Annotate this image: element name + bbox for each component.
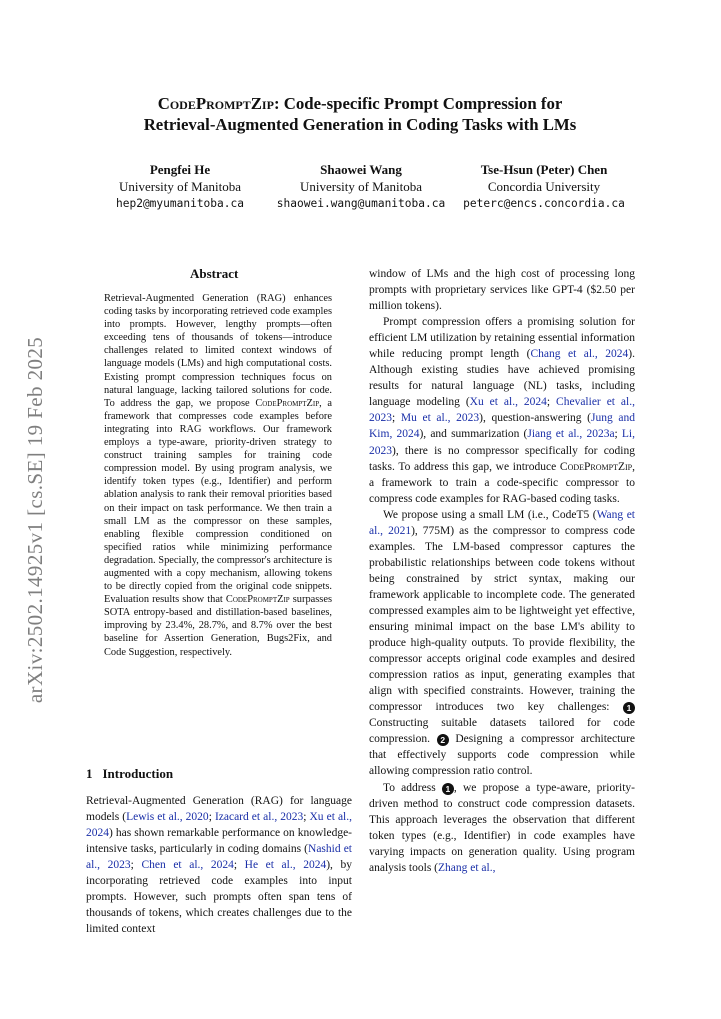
citation-link[interactable]: Jiang et al., 2023a — [527, 428, 615, 441]
author-email[interactable]: hep2@myumanitoba.ca — [116, 197, 244, 210]
text: ; — [392, 412, 401, 425]
text: Retrieval-Augmented Generation (RAG) for language models ( — [86, 795, 352, 824]
author-affiliation: University of Manitoba — [118, 179, 242, 194]
citation-link[interactable]: Wang et al., 2021 — [369, 508, 635, 537]
text: Constructing suitable datasets tailored for code compression. — [369, 717, 635, 746]
author-affiliation: University of Manitoba — [299, 179, 423, 194]
text: ; — [303, 811, 310, 824]
paragraph: window of LMs and the high cost of processing long prompts with proprietary services like GPT-4 ($2.50 per million tokens). — [369, 268, 635, 313]
text: Designing a compressor architecture that effectively supports code compression while allowing compression ratio control. — [369, 733, 636, 778]
citation-link[interactable]: Nashid et al., 2023 — [86, 843, 352, 872]
challenge-1-marker: 1 — [442, 783, 454, 795]
author-list — [100, 161, 660, 221]
abstract-text-1: Retrieval-Augmented Generation (RAG) enhances coding tasks by incorporating retrieved code examples into prompts. However, lengthy prompts—often exceeding tens of thousands of tokens—introduce challenges related to limited context windows of language models (LMs) and high computational costs. Existing prompt compression techniques focus on natural language, lacking tailored solutions for code. To address the gap, we propose — [104, 293, 332, 409]
citation-link[interactable]: Xu et al., 2024 — [469, 396, 547, 409]
framework-name: CodePromptZip — [255, 397, 320, 409]
text: ) has shown remarkable performance on knowledge-intensive tasks, particularly in coding domains ( — [86, 827, 352, 856]
author-1 — [90, 161, 270, 212]
intro-left-column — [86, 793, 352, 937]
citation-link[interactable]: Lewis et al., 2020 — [126, 811, 209, 824]
arxiv-identifier — [20, 320, 50, 720]
citation-link[interactable]: Chen et al., 2024 — [141, 859, 234, 872]
text: ; — [546, 396, 557, 409]
section-heading-introduction — [86, 766, 173, 782]
intro-right-column — [369, 266, 635, 876]
text: ), by incorporating retrieved code examples into input prompts. However, such prompts often span tens of thousands of tokens, which creates challenges due to the limited context — [86, 859, 352, 936]
text: We propose using a small LM (i.e., CodeT5 ( — [383, 508, 597, 521]
citation-link[interactable]: He et al., 2024 — [244, 859, 327, 872]
text: ). Although existing studies have achieved promising results for natural language (NL) tasks, including language modeling ( — [369, 348, 636, 409]
text: To address — [383, 781, 436, 794]
title-line1-rest: : Code-specific Prompt Compression for — [273, 94, 563, 113]
author-email[interactable]: shaowei.wang@umanitoba.ca — [276, 197, 446, 210]
text: ), and summarization ( — [419, 428, 528, 441]
abstract-text-3: surpasses SOTA entropy-based and distillation-based baselines, improving by 23.4%, 28.7%, and 8.7% over the best baseline for Assertion Generation, Bugs2Fix, and Code Suggestion, respectively. — [104, 594, 332, 658]
framework-name: CodePromptZip — [225, 594, 290, 606]
abstract-body — [104, 292, 332, 659]
citation-link[interactable]: Chevalier et al., 2023 — [369, 396, 635, 425]
text: ; — [614, 428, 622, 441]
paragraph — [369, 314, 635, 507]
text: ; — [233, 859, 245, 872]
author-email[interactable]: peterc@encs.concordia.ca — [463, 197, 625, 210]
citation-link[interactable]: Chang et al., 2024 — [530, 348, 629, 361]
section-title: Introduction — [102, 766, 174, 781]
abstract-heading: Abstract — [190, 266, 239, 281]
paragraph — [369, 507, 635, 780]
challenge-2-marker: 2 — [437, 734, 449, 746]
text: ; — [130, 859, 142, 872]
framework-name: CodePromptZip — [559, 460, 633, 473]
text: ), 775M) as the compressor to compress code examples. The LM-based compressor captures the probabilistic relationships between code tokens without being constrained by strict syntax, making our framework applicable to incomplete code. The generated compressed examples aim to be lightweight yet effective, ensuring minimal impact on the base LM's ability to produce high-quality outputs. To provide flexibility, the compressor accepts original code examples and desired compression ratios as input, generating examples that align with specified constraints. However, training the compressor introduces two key challenges: — [369, 524, 635, 714]
citation-link[interactable]: Xu et al., 2024 — [86, 811, 352, 840]
paragraph — [86, 793, 352, 937]
challenge-1-marker: 1 — [623, 702, 635, 714]
text: , we propose a type-aware, priority-driven method to construct code compression datasets. This approach leverages the observation that different token types (e.g., Identifier) in code examples have varying impacts on generation quality. Using program analysis tools ( — [369, 781, 636, 874]
section-number: 1 — [86, 766, 93, 781]
citation-link[interactable]: Izacard et al., 2023 — [214, 811, 304, 824]
text: , a framework to train a code-specific compressor to compress code examples for RAG-based coding tasks. — [369, 460, 636, 505]
citation-link[interactable]: Jung and Kim, 2024 — [369, 412, 635, 441]
author-3 — [454, 161, 634, 212]
author-affiliation: Concordia University — [487, 179, 601, 194]
framework-name: CodePromptZip — [157, 94, 274, 113]
citation-link[interactable]: Zhang et al., — [438, 861, 496, 874]
paragraph — [369, 780, 635, 876]
author-2 — [268, 161, 454, 212]
abstract-text-2: , a framework that compresses code examples before integrating into RAG workflows. Our framework employs a type-aware, priority-driven strategy to construct training samples for training code compression model. By using program analysis, we identify token types (e.g., Identifier) and perform ablation analysis to rank their removal priorities based on their impact on task performance. We then train a small LM as the compressor on these samples, enabling flexible compression conditioned on specified ratios while minimizing performance degradation. Specially, the compressor's architecture is augmented with a copy mechanism, allowing tokens to be directly copied from the original code snippets. Evaluation results show that — [104, 397, 332, 606]
text: ), question-answering ( — [479, 412, 591, 425]
arxiv-identifier-text: arXiv:2502.14925v1 [cs.SE] 19 Feb 2025 — [23, 336, 47, 704]
author-name: Shaowei Wang — [320, 162, 402, 177]
text: ; — [208, 811, 215, 824]
citation-link[interactable]: Mu et al., 2023 — [400, 412, 480, 425]
author-name: Pengfei He — [149, 162, 211, 177]
text: ), there is no compressor specifically for coding tasks. To address this gap, we introduce — [369, 444, 635, 473]
paper-title — [80, 93, 640, 135]
citation-link[interactable]: Li, 2023 — [369, 428, 635, 457]
title-line2: Retrieval-Augmented Generation in Coding Tasks with LMs — [143, 115, 577, 134]
author-name: Tse-Hsun (Peter) Chen — [480, 162, 608, 177]
text: Prompt compression offers a promising solution for efficient LM utilization by retaining essential information while reducing prompt length ( — [369, 316, 635, 361]
